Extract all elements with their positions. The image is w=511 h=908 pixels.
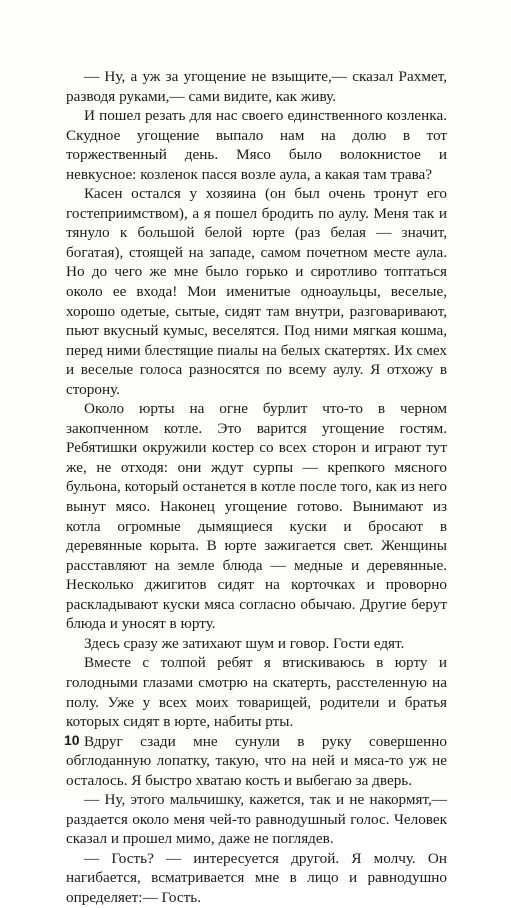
page-body-text bbox=[66, 67, 447, 908]
paragraph: — Ну, этого мальчишку, кажется, так и не накормят,— раздается около меня чей-то равнодушный голос. Человек сказал и прошел мимо, даже не поглядев. bbox=[66, 791, 447, 848]
paragraph: — Гость? — интересуется другой. Я молчу. Он нагибается, всматривается мне в лицо и равнодушно определяет:— Гость. bbox=[66, 849, 447, 906]
page-number: 10 bbox=[64, 732, 80, 748]
paragraph: И пошел резать для нас своего единственного козленка. Скудное угощение выпало нам на долю в тот торжественный день. Мясо было волокнистое и невкусное: козленок пасся возле аула, а какая там трава? bbox=[66, 107, 447, 183]
paragraph: Вместе с толпой ребят я втискиваюсь в юрту и голодными глазами смотрю на скатерть, расстеленную на полу. Уже у всех моих товарищей, родители и братья которых сидят в юрте, набиты рты. bbox=[66, 654, 447, 731]
paragraph: Вдруг сзади мне сунули в руку совершенно обглоданную лопатку, такую, что на ней и мяса-то уж не осталось. Я быстро хватаю кость и выбегаю за дверь. bbox=[66, 732, 447, 789]
paragraph: — Ну, а уж за угощение не взыщите,— сказал Рахмет, разводя руками,— сами видите, как живу. bbox=[66, 68, 447, 105]
paragraph: Касен остался у хозяина (он был очень тронут его гостеприимством), а я пошел бродить по аулу. Меня так и тянуло к большой белой юрте (раз белая — значит, богатая), стоящей на западе, самом почетном месте аула. Но до чего же мне было горько и сиротливо топтаться около ее входа! Мои именитые одноаульцы, веселые, хорошо одетые, сытые, сидят там внутри, разговаривают, пьют вкусный кумыс, веселятся. Под ними мягкая кошма, перед ними блестящие пиалы на белых скатертях. Их смех и веселые голоса разносятся по всему аулу. Я отхожу в сторону. bbox=[66, 185, 447, 398]
paragraph: Около юрты на огне бурлит что-то в черном закопченном котле. Это варится угощение гостям. Ребятишки окружили костер со всех сторон и играют тут же, не отходя: они ждут сурпы — крепкого мясного бульона, который останется в котле после того, как из него вынут мясо. Наконец угощение готово. Вынимают из котла огромные дымящиеся куски и бросают в деревянные корыта. В юрте зажигается свет. Женщины расставляют на земле блюда — медные и деревянные. Несколько джигитов сидят на корточках и проворно раскладывают куски мяса согласно обычаю. Другие берут блюда и уносят в юрту. bbox=[66, 400, 447, 633]
paragraph: Здесь сразу же затихают шум и говор. Гости едят. bbox=[84, 634, 405, 652]
